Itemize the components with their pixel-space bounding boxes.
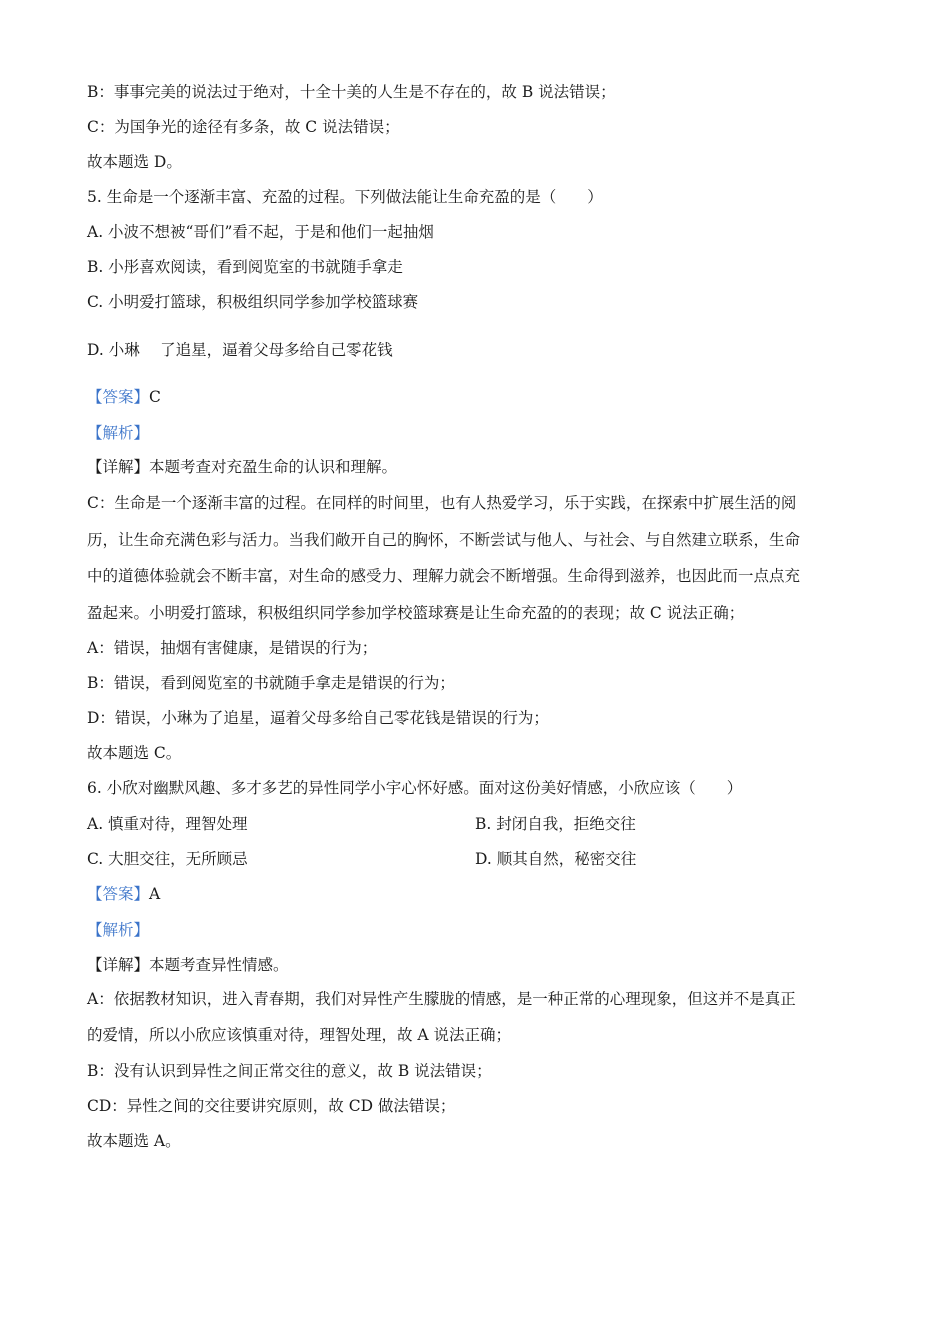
q5-answer — [87, 386, 161, 408]
answer-tag: 【答案】 — [87, 388, 150, 406]
q5-explain-line: C：生命是一个逐渐丰富的过程。在同样的时间里，也有人热爱学习，乐于实践，在探索中扩展生活的阅 — [87, 494, 797, 512]
text-line: B：事事完美的说法过于绝对，十全十美的人生是不存在的，故 B 说法错误； — [87, 83, 616, 101]
q5-explain-line: D：错误，小琳为了追星，逼着父母多给自己零花钱是错误的行为； — [87, 709, 549, 727]
q6-option-d: D. 顺其自然，秘密交往 — [475, 850, 637, 868]
q5-explain-line: 盈起来。小明爱打篮球，积极组织同学参加学校篮球赛是让生命充盈的的表现；故 C 说法正确； — [87, 604, 745, 622]
text-line: 故本题选 D。 — [87, 153, 182, 171]
answer-value: C — [149, 388, 161, 406]
q6-explain-line: A：依据教材知识，进入青春期，我们对异性产生朦胧的情感，是一种正常的心理现象，但这并不是真正 — [87, 990, 796, 1008]
q6-explain-line: 的爱情，所以小欣应该慎重对待，理智处理，故 A 说法正确； — [87, 1026, 512, 1044]
answer-tag: 【答案】 — [87, 885, 150, 903]
q6-explain-line: 故本题选 A。 — [87, 1132, 181, 1150]
q6-option-a: A. 慎重对待，理智处理 — [87, 815, 248, 833]
q5-option-a: A. 小波不想被“哥们”看不起，于是和他们一起抽烟 — [87, 223, 434, 241]
q5-option-d: D. 小琳 了追星，逼着父母多给自己零花钱 — [87, 341, 393, 359]
q5-explain-line: B：错误，看到阅览室的书就随手拿走是错误的行为； — [87, 674, 455, 692]
q6-detail: 【详解】本题考查异性情感。 — [87, 956, 289, 974]
q5-explain-line: A：错误，抽烟有害健康，是错误的行为； — [87, 639, 378, 657]
q5-detail: 【详解】本题考查对充盈生命的认识和理解。 — [87, 458, 398, 476]
answer-value: A — [149, 885, 161, 903]
q6-explain-line: CD：异性之间的交往要讲究原则，故 CD 做法错误； — [87, 1097, 456, 1115]
q6-option-b: B. 封闭自我，拒绝交往 — [475, 815, 636, 833]
text-line: C：为国争光的途径有多条，故 C 说法错误； — [87, 118, 400, 136]
q6-option-c: C. 大胆交往，无所顾忌 — [87, 850, 248, 868]
q5-explain-line: 中的道德体验就会不断丰富，对生命的感受力、理解力就会不断增强。生命得到滋养，也因此而一点点充 — [87, 567, 801, 585]
q5-explain-line: 历，让生命充满色彩与活力。当我们敞开自己的胸怀，不断尝试与他人、与社会、与自然建立联系，生命 — [87, 531, 801, 549]
q6-explain-line: B：没有认识到异性之间正常交往的意义，故 B 说法错误； — [87, 1062, 492, 1080]
question-6-stem: 6. 小欣对幽默风趣、多才多艺的异性同学小宇心怀好感。面对这份美好情感，小欣应该（ ） — [87, 779, 743, 797]
q5-option-c: C. 小明爱打篮球，积极组织同学参加学校篮球赛 — [87, 293, 419, 311]
q5-explain-line: 故本题选 C。 — [87, 744, 182, 762]
question-5-stem: 5. 生命是一个逐渐丰富、充盈的过程。下列做法能让生命充盈的是（ ） — [87, 188, 603, 206]
q5-option-b: B. 小彤喜欢阅读，看到阅览室的书就随手拿走 — [87, 258, 403, 276]
q6-answer — [87, 883, 160, 905]
q6-analysis-tag: 【解析】 — [87, 921, 150, 939]
q5-analysis-tag: 【解析】 — [87, 424, 150, 442]
